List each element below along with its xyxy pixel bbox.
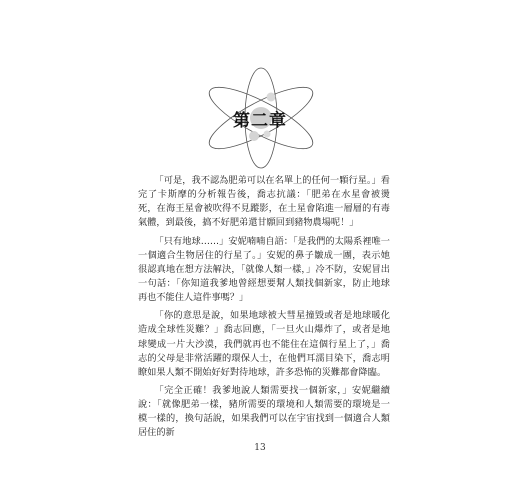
paragraph: 「你的意思是說，如果地球被大彗星撞毀或者是地球暖化造成全球性災難？」喬志回應，「一旦火山爆炸了，或者是地球變成一片大沙漠，我們就再也不能住在這個行星上了，」喬志的父母是非常活躍的環保人士，在他們耳濡目染下，喬志明瞭如果人類不開始好好對待地球，許多恐怖的災難都會降臨。 — [138, 310, 390, 378]
page-number: 13 — [254, 443, 266, 453]
paragraph: 「只有地球……」安妮喃喃自語：「是我們的太陽系裡唯一一個適合生物居住的行星了。」安妮的鼻子皺成一團，表示她很認真地在想方法解決，「就像人類一樣，」冷不防，安妮冒出一句話：「你知道我爹地曾經想要幫人類找個新家，防止地球再也不能住人這件事嗎？」 — [138, 235, 390, 303]
chapter-title: 第二章 — [233, 111, 287, 131]
paragraph: 「完全正確！我爹地說人類需要找一個新家，」安妮繼續說：「就像肥弟一樣，豬所需要的環境和人類需要的環境是一模一樣的，換句話說，如果我們可以在宇宙找到一個適合人類居住的新 — [138, 385, 390, 439]
body-text — [138, 174, 390, 445]
paragraph: 「可是，我不認為肥弟可以在名單上的任何一顆行星。」看完了卡斯摩的分析報告後，喬志抗議：「肥弟在水星會被燙死，在海王星會被吹得不見蹤影，在土星會陷進一層層的有毒氣體，到最後，搞不好肥弟還甘願回到豬物農場呢！」 — [138, 175, 390, 229]
